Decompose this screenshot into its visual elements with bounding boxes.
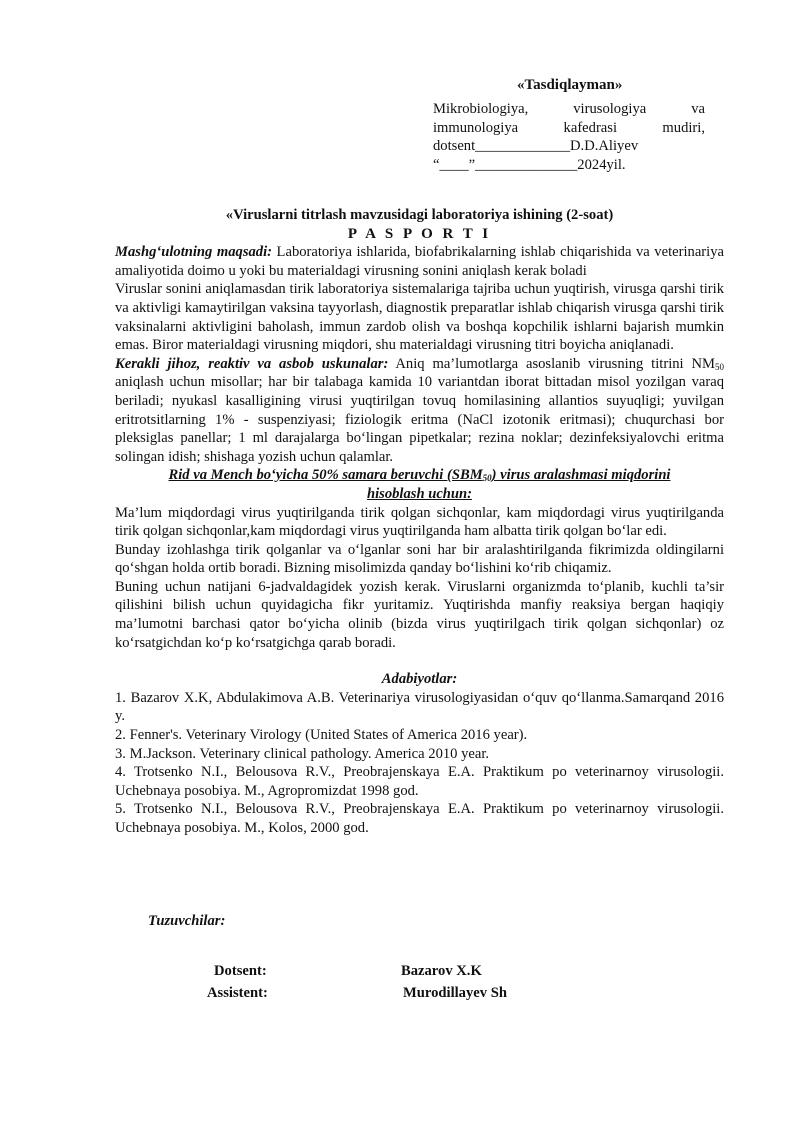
- author-role: Dotsent:: [214, 963, 267, 979]
- equipment-label: Kerakli jihoz, reaktiv va asbob uskunalar:: [115, 355, 389, 372]
- author-name: Bazarov X.K: [401, 963, 482, 979]
- reference-item: 2. Fenner's. Veterinary Virology (United States of America 2016 year).: [115, 727, 528, 744]
- body-paragraph: Bunday izohlashga tirik qolganlar va o‘lganlar soni har bir aralashtirilganda fikrimizda oldingilarni qo‘shgan holda ortib boradi. Bizning misolimizda qanday bo‘lishini ko‘rib chiqamiz.: [115, 541, 724, 577]
- purpose-label: Mashg‘ulotning maqsadi:: [115, 244, 273, 261]
- section-heading-line2: hisoblash uchun:: [366, 485, 473, 502]
- author-name: Murodillayev Sh: [403, 985, 507, 1001]
- reference-item: 5. Trotsenko N.I., Belousova R.V., Preobrajenskaya E.A. Praktikum po veterinarnoy virusologii. Uchebnaya posobiya. M., Kolos, 2000 god.: [115, 801, 724, 836]
- approval-signature-line: dotsent_____________D.D.Aliyev: [433, 138, 639, 155]
- approval-title: «Tasdiqlayman»: [517, 77, 623, 93]
- authors-title: Tuzuvchilar:: [148, 913, 226, 929]
- body-paragraph: Ma’lum miqdordagi virus yuqtirilganda tirik qolgan sichqonlar, kam miqdordagi virus yuqtirilganda tirik qolgan sichqonlar,kam miqdordagi virus yuqtirilganda ham albatta tirik qolgan bo‘lar edi.: [115, 504, 724, 540]
- approval-line: immunologiya kafedrasi mudiri,: [433, 119, 705, 136]
- section-heading-text-cont: ) virus aralashmasi miqdorini: [491, 467, 671, 484]
- purpose-paragraph: [115, 243, 724, 280]
- equipment-text-cont: aniqlash uchun misollar; har bir talabaga kamida 10 variantdan iborat bittadan misol yozilgan varaq beriladi; nyukasl kasalligining virusi yuqtirilgan tovuq homilasining allantios suyuqligi; yuvilgan eritrotsitlarning 1% - suspenziyasi; fiziologik eritma (NaCl izotonik eritmasi); chuqurchasi bor pleksiglas panellar; 1 ml darajalarga bo‘lingan pipetkalar; rezina noklar; dezinfeksiyalovchi eritma solingan idish; shishaga yozish uchun qalamlar.: [115, 374, 724, 465]
- purpose-paragraph-2: Viruslar sonini aniqlamasdan tirik laboratoriya sistemalariga tajriba uchun yuqtirish, virusga qarshi tirik va aktivligi kamaytirilgan vaksina tayyorlash, diagnostik preparatlar ishlab chiqarish virusga qarshi tirik vaksinalarni aktivligini baholash, immun zardob olish va boshqa kopchilik ishlarni bajarish mumkin emas. Biror materialdagi virusning miqdori, shu materialdagi virusning titri boyicha aniqlanadi.: [115, 281, 724, 354]
- body-paragraph: Buning uchun natijani 6-jadvaldagidek yozish kerak. Viruslarni organizmda to‘planib, kuchli ta’sir qilishini bilish uchun quyidagicha fikr yuritamiz. Yuqtirishda manfiy reaksiya bergan haqiqiy ma’lumotni barchasi qator bo‘yicha olinib (bizda virus yuqtirilgach tirik qolgan sichqonlar) oz ko‘rsatgichdan ko‘p ko‘rsatgichga qarab boradi.: [115, 578, 724, 651]
- references-title: Adabiyotlar:: [381, 671, 458, 688]
- document-title: «Viruslarni titrlash mavzusidagi laboratoriya ishining (2-soat): [225, 207, 614, 223]
- section-heading-text: Rid va Mench bo‘yicha 50% samara beruvchi (SBM: [168, 467, 483, 484]
- reference-item: 4. Trotsenko N.I., Belousova R.V., Preobrajenskaya E.A. Praktikum po veterinarnoy virusologii. Uchebnaya posobiya. M., Agropromizdat 1998 god.: [115, 764, 724, 799]
- section-heading: [115, 466, 724, 485]
- approval-date-line: “____”______________2024yil.: [433, 156, 626, 173]
- equipment-subscript: 50: [715, 361, 725, 372]
- approval-block: [433, 100, 705, 174]
- document-body: [115, 206, 724, 838]
- author-role: Assistent:: [207, 985, 268, 1001]
- reference-item: 1. Bazarov X.K, Abdulakimova A.B. Veterinariya virusologiyasidan o‘quv qo‘llanma.Samarqand 2016 y.: [115, 689, 724, 725]
- equipment-paragraph: [115, 355, 724, 467]
- purpose-text: Laboratoriya ishlarida, biofabrikalarning ishlab chiqarishida va veterinariya amaliyotida doimo u yoki bu materialdagi virusning sonini aniqlash kerak boladi: [115, 244, 724, 279]
- reference-item: 3. M.Jackson. Veterinary clinical pathology. America 2010 year.: [115, 745, 490, 762]
- section-heading-subscript: 50: [482, 473, 492, 484]
- approval-line: Mikrobiologiya, virusologiya va: [433, 101, 705, 117]
- document-subtitle: P A S P O R T I: [347, 225, 492, 242]
- equipment-text: Aniq ma’lumotlarga asoslanib virusning titrini NM: [388, 355, 716, 372]
